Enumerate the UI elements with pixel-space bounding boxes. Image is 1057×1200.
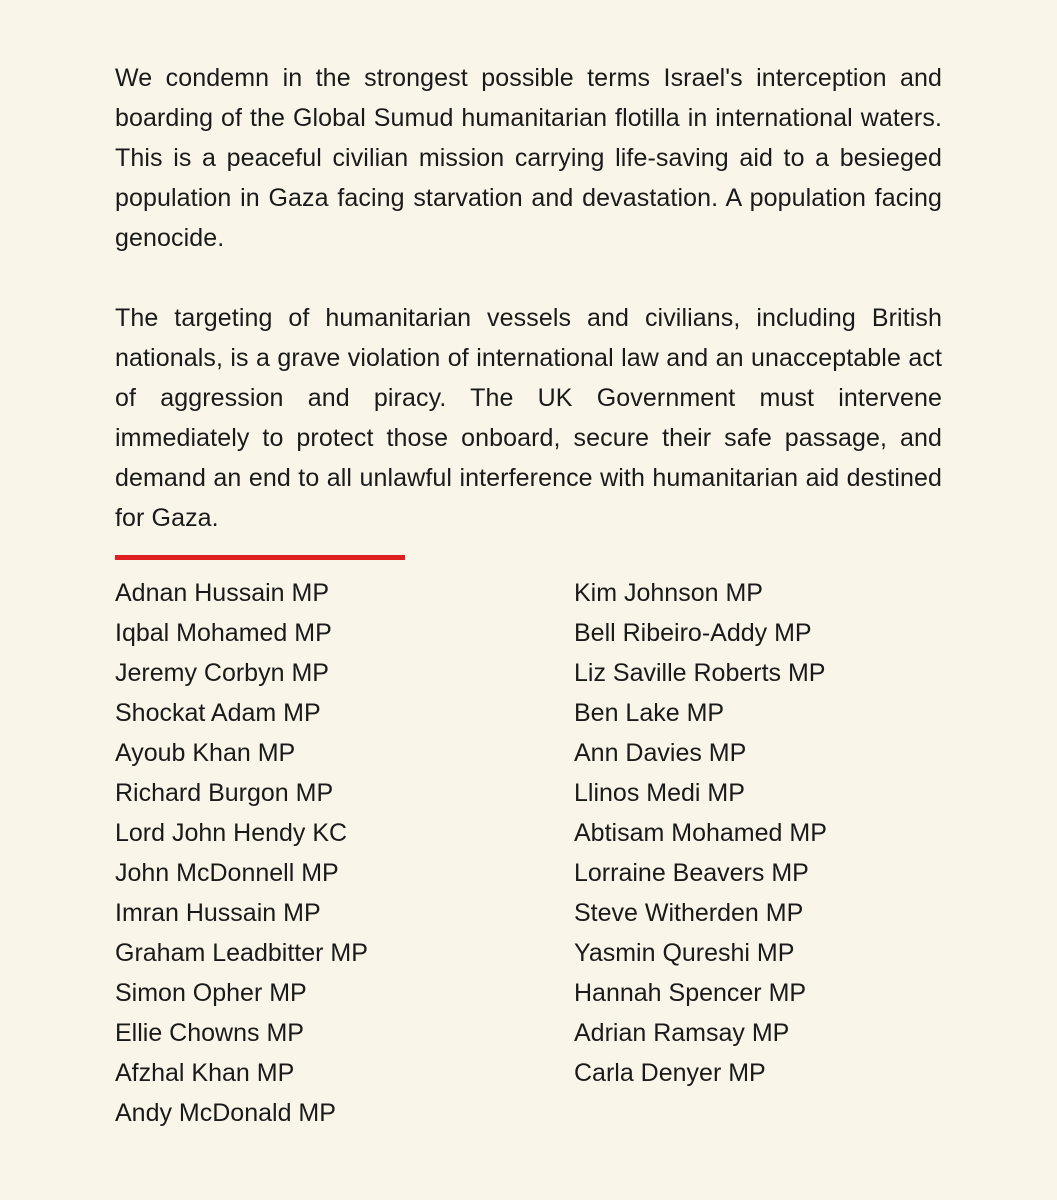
signatory-name: Afzhal Khan MP <box>115 1059 295 1087</box>
signatory-name: Ayoub Khan MP <box>115 739 296 767</box>
signatory-name: Hannah Spencer MP <box>574 979 807 1007</box>
signatory-name: Jeremy Corbyn MP <box>115 659 329 687</box>
signatory-name: Ben Lake MP <box>574 699 725 727</box>
signatory-name: Lord John Hendy KC <box>115 819 348 847</box>
signatory-name: Lorraine Beavers MP <box>574 859 809 887</box>
signatory-name: Graham Leadbitter MP <box>115 939 368 967</box>
signatories-left-column <box>115 573 368 1133</box>
signatory-name: John McDonnell MP <box>115 859 339 887</box>
signatory-name: Imran Hussain MP <box>115 899 321 927</box>
signatory-name: Iqbal Mohamed MP <box>115 619 332 647</box>
signatories-right-column <box>574 573 827 1093</box>
signatory-name: Liz Saville Roberts MP <box>574 659 826 687</box>
signatory-name: Ellie Chowns MP <box>115 1019 304 1047</box>
statement-body <box>115 58 942 538</box>
signatory-name: Bell Ribeiro-Addy MP <box>574 619 812 647</box>
statement-paragraph-2: The targeting of humanitarian vessels and civilians, including British nationals, is a grave violation of international law and an unacceptable act of aggression and piracy. The UK Government must intervene immediately to protect those onboard, secure their safe passage, and demand an end to all unlawful interference with humanitarian aid destined for Gaza. <box>115 304 942 532</box>
signatory-name: Simon Opher MP <box>115 979 307 1007</box>
statement-paragraph-1: We condemn in the strongest possible terms Israel's interception and boarding of the Global Sumud humanitarian flotilla in international waters. This is a peaceful civilian mission carrying life-saving aid to a besieged population in Gaza facing starvation and devastation. A population facing genocide. <box>115 64 942 252</box>
signatory-name: Steve Witherden MP <box>574 899 804 927</box>
signatory-name: Llinos Medi MP <box>574 779 745 807</box>
signatory-name: Adnan Hussain MP <box>115 579 330 607</box>
signatory-name: Carla Denyer MP <box>574 1059 766 1087</box>
signatory-name: Shockat Adam MP <box>115 699 321 727</box>
red-divider <box>115 555 405 560</box>
signatory-name: Ann Davies MP <box>574 739 747 767</box>
signatory-name: Adrian Ramsay MP <box>574 1019 790 1047</box>
signatory-name: Yasmin Qureshi MP <box>574 939 795 967</box>
signatory-name: Richard Burgon MP <box>115 779 334 807</box>
signatory-name: Kim Johnson MP <box>574 579 763 607</box>
signatory-name: Andy McDonald MP <box>115 1099 336 1127</box>
signatory-name: Abtisam Mohamed MP <box>574 819 827 847</box>
